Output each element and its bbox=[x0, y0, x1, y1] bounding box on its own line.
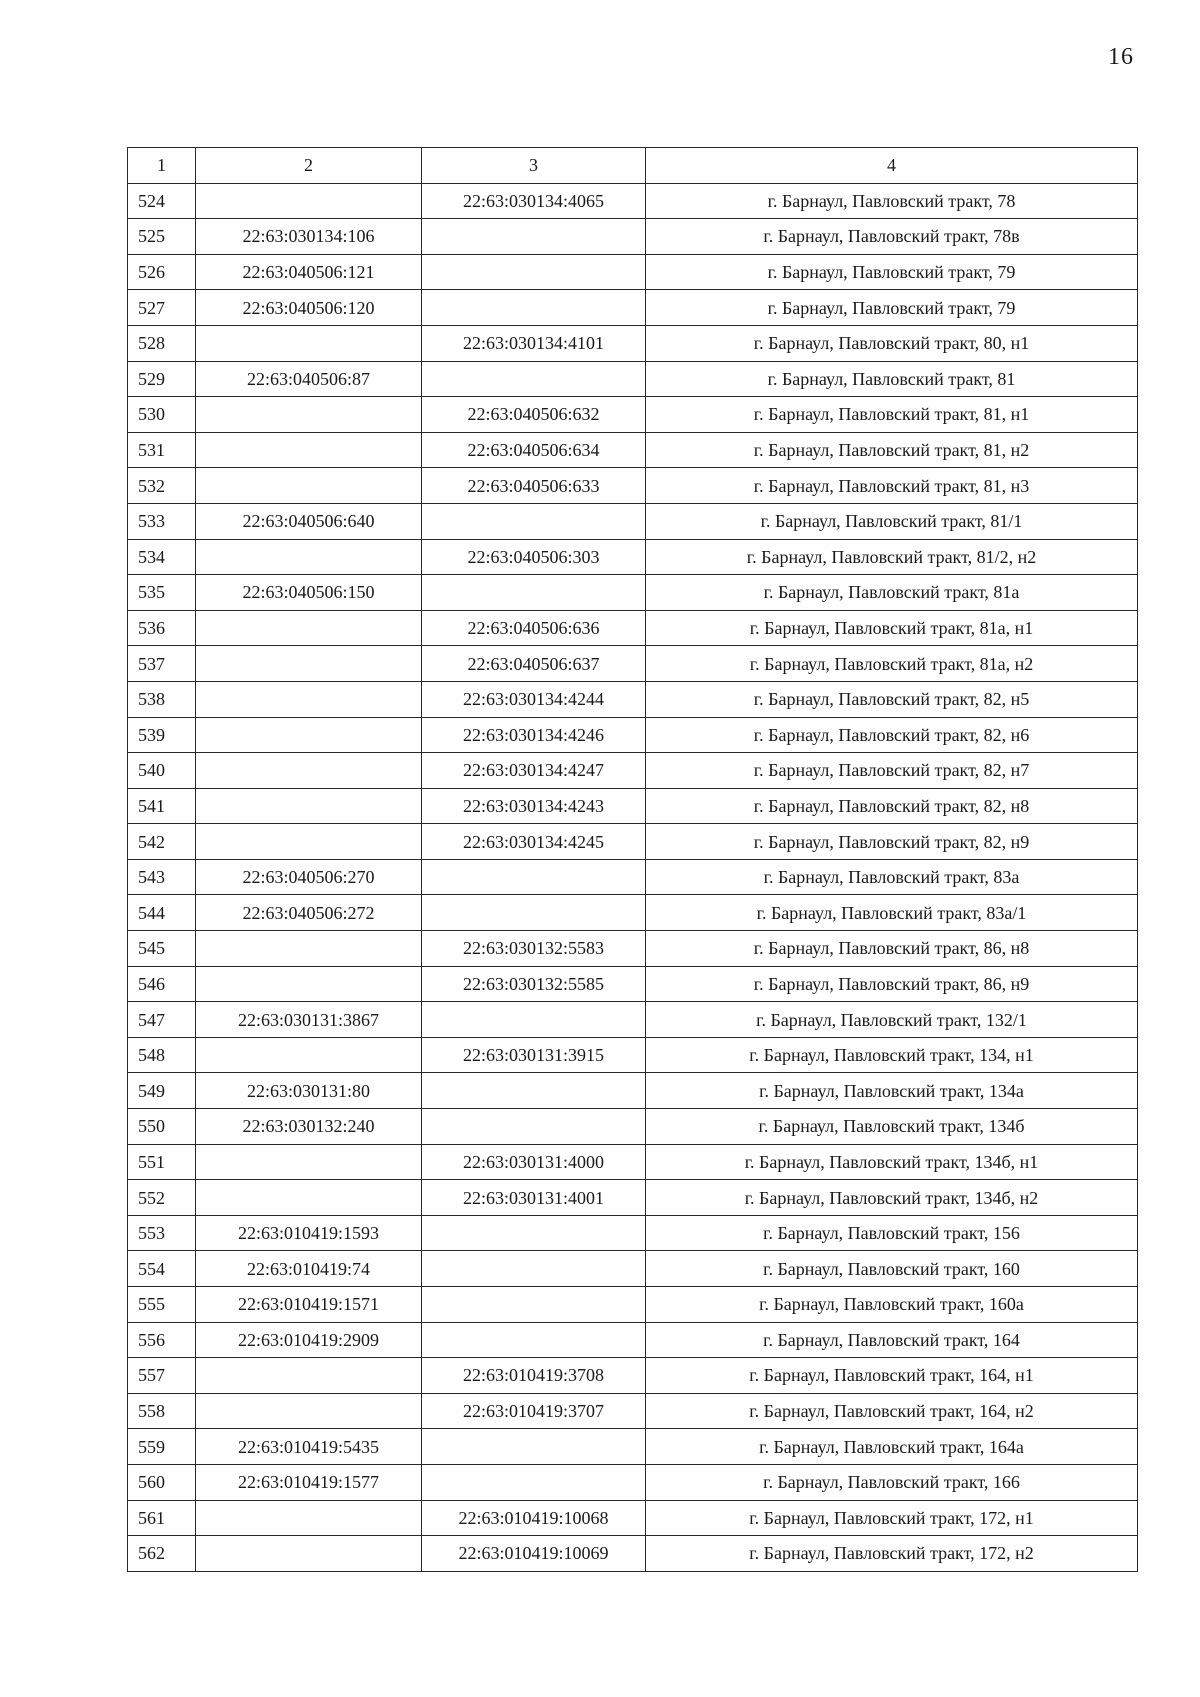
address-cell: г. Барнаул, Павловский тракт, 134, н1 bbox=[646, 1037, 1138, 1073]
address-cell: г. Барнаул, Павловский тракт, 81а, н2 bbox=[646, 646, 1138, 682]
row-number-cell: 532 bbox=[128, 468, 196, 504]
building-cadastral-number-cell bbox=[422, 503, 646, 539]
table-row bbox=[128, 1109, 1138, 1145]
table-row bbox=[128, 610, 1138, 646]
cadastral-number-cell bbox=[196, 183, 422, 219]
table-row bbox=[128, 575, 1138, 611]
table-row bbox=[128, 468, 1138, 504]
row-number-cell: 555 bbox=[128, 1287, 196, 1323]
building-cadastral-number-cell: 22:63:030134:4244 bbox=[422, 681, 646, 717]
cadastral-number-cell: 22:63:040506:121 bbox=[196, 254, 422, 290]
table-row bbox=[128, 1073, 1138, 1109]
row-number-cell: 545 bbox=[128, 931, 196, 967]
address-cell: г. Барнаул, Павловский тракт, 79 bbox=[646, 254, 1138, 290]
table-header-row bbox=[128, 148, 1138, 184]
address-cell: г. Барнаул, Павловский тракт, 82, н7 bbox=[646, 753, 1138, 789]
header-cell-col-4: 4 bbox=[646, 148, 1138, 184]
table-row bbox=[128, 1393, 1138, 1429]
building-cadastral-number-cell bbox=[422, 895, 646, 931]
address-cell: г. Барнаул, Павловский тракт, 86, н9 bbox=[646, 966, 1138, 1002]
cadastral-number-cell: 22:63:040506:150 bbox=[196, 575, 422, 611]
row-number-cell: 560 bbox=[128, 1464, 196, 1500]
table-row bbox=[128, 895, 1138, 931]
address-cell: г. Барнаул, Павловский тракт, 166 bbox=[646, 1464, 1138, 1500]
address-cell: г. Барнаул, Павловский тракт, 134б, н1 bbox=[646, 1144, 1138, 1180]
building-cadastral-number-cell: 22:63:030132:5583 bbox=[422, 931, 646, 967]
address-cell: г. Барнаул, Павловский тракт, 79 bbox=[646, 290, 1138, 326]
row-number-cell: 524 bbox=[128, 183, 196, 219]
address-cell: г. Барнаул, Павловский тракт, 81/1 bbox=[646, 503, 1138, 539]
cadastral-number-cell bbox=[196, 397, 422, 433]
cadastral-number-cell bbox=[196, 788, 422, 824]
table-row bbox=[128, 325, 1138, 361]
building-cadastral-number-cell: 22:63:030134:4243 bbox=[422, 788, 646, 824]
cadastral-number-cell bbox=[196, 824, 422, 860]
table-row bbox=[128, 788, 1138, 824]
row-number-cell: 562 bbox=[128, 1536, 196, 1572]
cadastral-number-cell bbox=[196, 325, 422, 361]
address-cell: г. Барнаул, Павловский тракт, 82, н9 bbox=[646, 824, 1138, 860]
row-number-cell: 549 bbox=[128, 1073, 196, 1109]
table-row bbox=[128, 397, 1138, 433]
row-number-cell: 531 bbox=[128, 432, 196, 468]
table-row bbox=[128, 931, 1138, 967]
table-row bbox=[128, 254, 1138, 290]
building-cadastral-number-cell: 22:63:010419:3708 bbox=[422, 1358, 646, 1394]
table-row bbox=[128, 1536, 1138, 1572]
table-row bbox=[128, 219, 1138, 255]
address-cell: г. Барнаул, Павловский тракт, 86, н8 bbox=[646, 931, 1138, 967]
building-cadastral-number-cell: 22:63:030134:4246 bbox=[422, 717, 646, 753]
address-cell: г. Барнаул, Павловский тракт, 81 bbox=[646, 361, 1138, 397]
address-cell: г. Барнаул, Павловский тракт, 172, н2 bbox=[646, 1536, 1138, 1572]
table-row bbox=[128, 1215, 1138, 1251]
building-cadastral-number-cell: 22:63:040506:633 bbox=[422, 468, 646, 504]
cadastral-number-cell bbox=[196, 966, 422, 1002]
address-cell: г. Барнаул, Павловский тракт, 82, н8 bbox=[646, 788, 1138, 824]
row-number-cell: 527 bbox=[128, 290, 196, 326]
table-row bbox=[128, 183, 1138, 219]
building-cadastral-number-cell bbox=[422, 1073, 646, 1109]
address-cell: г. Барнаул, Павловский тракт, 82, н5 bbox=[646, 681, 1138, 717]
cadastral-number-cell: 22:63:040506:120 bbox=[196, 290, 422, 326]
address-cell: г. Барнаул, Павловский тракт, 132/1 bbox=[646, 1002, 1138, 1038]
cadastral-number-cell bbox=[196, 1393, 422, 1429]
building-cadastral-number-cell bbox=[422, 219, 646, 255]
cadastral-number-cell: 22:63:010419:74 bbox=[196, 1251, 422, 1287]
address-cell: г. Барнаул, Павловский тракт, 81а bbox=[646, 575, 1138, 611]
cadastral-number-cell: 22:63:030131:3867 bbox=[196, 1002, 422, 1038]
table-row bbox=[128, 1287, 1138, 1323]
address-cell: г. Барнаул, Павловский тракт, 134б, н2 bbox=[646, 1180, 1138, 1216]
building-cadastral-number-cell: 22:63:040506:634 bbox=[422, 432, 646, 468]
row-number-cell: 530 bbox=[128, 397, 196, 433]
address-cell: г. Барнаул, Павловский тракт, 134б bbox=[646, 1109, 1138, 1145]
cadastral-number-cell: 22:63:030132:240 bbox=[196, 1109, 422, 1145]
address-cell: г. Барнаул, Павловский тракт, 164 bbox=[646, 1322, 1138, 1358]
address-cell: г. Барнаул, Павловский тракт, 78в bbox=[646, 219, 1138, 255]
table-row bbox=[128, 753, 1138, 789]
building-cadastral-number-cell: 22:63:040506:632 bbox=[422, 397, 646, 433]
address-cell: г. Барнаул, Павловский тракт, 160а bbox=[646, 1287, 1138, 1323]
cadastral-number-cell: 22:63:040506:270 bbox=[196, 859, 422, 895]
table-row bbox=[128, 681, 1138, 717]
building-cadastral-number-cell bbox=[422, 1109, 646, 1145]
building-cadastral-number-cell: 22:63:010419:10069 bbox=[422, 1536, 646, 1572]
row-number-cell: 558 bbox=[128, 1393, 196, 1429]
cadastral-number-cell bbox=[196, 717, 422, 753]
cadastral-number-cell bbox=[196, 432, 422, 468]
row-number-cell: 546 bbox=[128, 966, 196, 1002]
building-cadastral-number-cell bbox=[422, 1464, 646, 1500]
row-number-cell: 553 bbox=[128, 1215, 196, 1251]
building-cadastral-number-cell: 22:63:030131:4001 bbox=[422, 1180, 646, 1216]
row-number-cell: 544 bbox=[128, 895, 196, 931]
table-row bbox=[128, 1464, 1138, 1500]
table-row bbox=[128, 361, 1138, 397]
address-cell: г. Барнаул, Павловский тракт, 81а, н1 bbox=[646, 610, 1138, 646]
building-cadastral-number-cell: 22:63:030134:4247 bbox=[422, 753, 646, 789]
row-number-cell: 557 bbox=[128, 1358, 196, 1394]
cadastral-number-cell bbox=[196, 646, 422, 682]
table-row bbox=[128, 646, 1138, 682]
building-cadastral-number-cell: 22:63:030132:5585 bbox=[422, 966, 646, 1002]
row-number-cell: 556 bbox=[128, 1322, 196, 1358]
cadastral-number-cell bbox=[196, 753, 422, 789]
address-cell: г. Барнаул, Павловский тракт, 156 bbox=[646, 1215, 1138, 1251]
table-row bbox=[128, 432, 1138, 468]
table-body bbox=[128, 148, 1138, 1572]
row-number-cell: 540 bbox=[128, 753, 196, 789]
cadastral-number-cell bbox=[196, 1037, 422, 1073]
table-row bbox=[128, 503, 1138, 539]
cadastral-number-cell: 22:63:010419:2909 bbox=[196, 1322, 422, 1358]
row-number-cell: 533 bbox=[128, 503, 196, 539]
cadastral-number-cell: 22:63:010419:5435 bbox=[196, 1429, 422, 1465]
row-number-cell: 550 bbox=[128, 1109, 196, 1145]
row-number-cell: 529 bbox=[128, 361, 196, 397]
cadastral-number-cell: 22:63:040506:87 bbox=[196, 361, 422, 397]
row-number-cell: 547 bbox=[128, 1002, 196, 1038]
address-cell: г. Барнаул, Павловский тракт, 81/2, н2 bbox=[646, 539, 1138, 575]
table-row bbox=[128, 1429, 1138, 1465]
cadastral-number-cell: 22:63:040506:272 bbox=[196, 895, 422, 931]
building-cadastral-number-cell: 22:63:030134:4065 bbox=[422, 183, 646, 219]
cadastral-number-cell: 22:63:040506:640 bbox=[196, 503, 422, 539]
header-cell-col-3: 3 bbox=[422, 148, 646, 184]
table-row bbox=[128, 824, 1138, 860]
table-row bbox=[128, 1180, 1138, 1216]
row-number-cell: 539 bbox=[128, 717, 196, 753]
address-cell: г. Барнаул, Павловский тракт, 164, н1 bbox=[646, 1358, 1138, 1394]
building-cadastral-number-cell bbox=[422, 361, 646, 397]
cadastral-number-cell bbox=[196, 539, 422, 575]
header-cell-col-1: 1 bbox=[128, 148, 196, 184]
row-number-cell: 552 bbox=[128, 1180, 196, 1216]
table-row bbox=[128, 717, 1138, 753]
building-cadastral-number-cell: 22:63:030131:4000 bbox=[422, 1144, 646, 1180]
row-number-cell: 526 bbox=[128, 254, 196, 290]
building-cadastral-number-cell bbox=[422, 1287, 646, 1323]
building-cadastral-number-cell bbox=[422, 254, 646, 290]
cadastral-number-cell bbox=[196, 931, 422, 967]
table-row bbox=[128, 1037, 1138, 1073]
row-number-cell: 528 bbox=[128, 325, 196, 361]
cadastral-number-cell bbox=[196, 1144, 422, 1180]
address-cell: г. Барнаул, Павловский тракт, 83а bbox=[646, 859, 1138, 895]
row-number-cell: 537 bbox=[128, 646, 196, 682]
cadastral-number-cell bbox=[196, 1536, 422, 1572]
building-cadastral-number-cell: 22:63:040506:636 bbox=[422, 610, 646, 646]
cadastral-number-cell bbox=[196, 468, 422, 504]
table-row bbox=[128, 1002, 1138, 1038]
address-cell: г. Барнаул, Павловский тракт, 81, н3 bbox=[646, 468, 1138, 504]
table-row bbox=[128, 1358, 1138, 1394]
address-cell: г. Барнаул, Павловский тракт, 82, н6 bbox=[646, 717, 1138, 753]
address-cell: г. Барнаул, Павловский тракт, 160 bbox=[646, 1251, 1138, 1287]
building-cadastral-number-cell bbox=[422, 1322, 646, 1358]
cadastral-number-cell bbox=[196, 1358, 422, 1394]
registry-table bbox=[127, 147, 1138, 1572]
building-cadastral-number-cell bbox=[422, 575, 646, 611]
header-cell-col-2: 2 bbox=[196, 148, 422, 184]
building-cadastral-number-cell: 22:63:010419:3707 bbox=[422, 1393, 646, 1429]
cadastral-number-cell: 22:63:010419:1593 bbox=[196, 1215, 422, 1251]
building-cadastral-number-cell bbox=[422, 1251, 646, 1287]
table-row bbox=[128, 966, 1138, 1002]
address-cell: г. Барнаул, Павловский тракт, 80, н1 bbox=[646, 325, 1138, 361]
table-row bbox=[128, 859, 1138, 895]
row-number-cell: 536 bbox=[128, 610, 196, 646]
row-number-cell: 551 bbox=[128, 1144, 196, 1180]
address-cell: г. Барнаул, Павловский тракт, 78 bbox=[646, 183, 1138, 219]
building-cadastral-number-cell bbox=[422, 859, 646, 895]
row-number-cell: 541 bbox=[128, 788, 196, 824]
cadastral-number-cell bbox=[196, 1500, 422, 1536]
cadastral-number-cell bbox=[196, 1180, 422, 1216]
building-cadastral-number-cell: 22:63:010419:10068 bbox=[422, 1500, 646, 1536]
address-cell: г. Барнаул, Павловский тракт, 83а/1 bbox=[646, 895, 1138, 931]
table-row bbox=[128, 1144, 1138, 1180]
building-cadastral-number-cell bbox=[422, 1429, 646, 1465]
table-row bbox=[128, 1251, 1138, 1287]
address-cell: г. Барнаул, Павловский тракт, 81, н1 bbox=[646, 397, 1138, 433]
row-number-cell: 538 bbox=[128, 681, 196, 717]
cadastral-number-cell: 22:63:030134:106 bbox=[196, 219, 422, 255]
table-row bbox=[128, 290, 1138, 326]
row-number-cell: 534 bbox=[128, 539, 196, 575]
cadastral-number-cell: 22:63:010419:1577 bbox=[196, 1464, 422, 1500]
cadastral-number-cell: 22:63:030131:80 bbox=[196, 1073, 422, 1109]
address-cell: г. Барнаул, Павловский тракт, 81, н2 bbox=[646, 432, 1138, 468]
building-cadastral-number-cell bbox=[422, 1215, 646, 1251]
address-cell: г. Барнаул, Павловский тракт, 134а bbox=[646, 1073, 1138, 1109]
row-number-cell: 554 bbox=[128, 1251, 196, 1287]
row-number-cell: 525 bbox=[128, 219, 196, 255]
cadastral-number-cell bbox=[196, 681, 422, 717]
cadastral-number-cell bbox=[196, 610, 422, 646]
table-row bbox=[128, 539, 1138, 575]
building-cadastral-number-cell: 22:63:040506:303 bbox=[422, 539, 646, 575]
row-number-cell: 559 bbox=[128, 1429, 196, 1465]
page-number: 16 bbox=[1108, 44, 1134, 70]
row-number-cell: 543 bbox=[128, 859, 196, 895]
table-row bbox=[128, 1500, 1138, 1536]
building-cadastral-number-cell bbox=[422, 1002, 646, 1038]
address-cell: г. Барнаул, Павловский тракт, 172, н1 bbox=[646, 1500, 1138, 1536]
building-cadastral-number-cell: 22:63:030134:4245 bbox=[422, 824, 646, 860]
address-cell: г. Барнаул, Павловский тракт, 164а bbox=[646, 1429, 1138, 1465]
row-number-cell: 561 bbox=[128, 1500, 196, 1536]
cadastral-number-cell: 22:63:010419:1571 bbox=[196, 1287, 422, 1323]
address-cell: г. Барнаул, Павловский тракт, 164, н2 bbox=[646, 1393, 1138, 1429]
row-number-cell: 548 bbox=[128, 1037, 196, 1073]
building-cadastral-number-cell: 22:63:040506:637 bbox=[422, 646, 646, 682]
building-cadastral-number-cell bbox=[422, 290, 646, 326]
building-cadastral-number-cell: 22:63:030131:3915 bbox=[422, 1037, 646, 1073]
row-number-cell: 542 bbox=[128, 824, 196, 860]
building-cadastral-number-cell: 22:63:030134:4101 bbox=[422, 325, 646, 361]
table-row bbox=[128, 1322, 1138, 1358]
row-number-cell: 535 bbox=[128, 575, 196, 611]
